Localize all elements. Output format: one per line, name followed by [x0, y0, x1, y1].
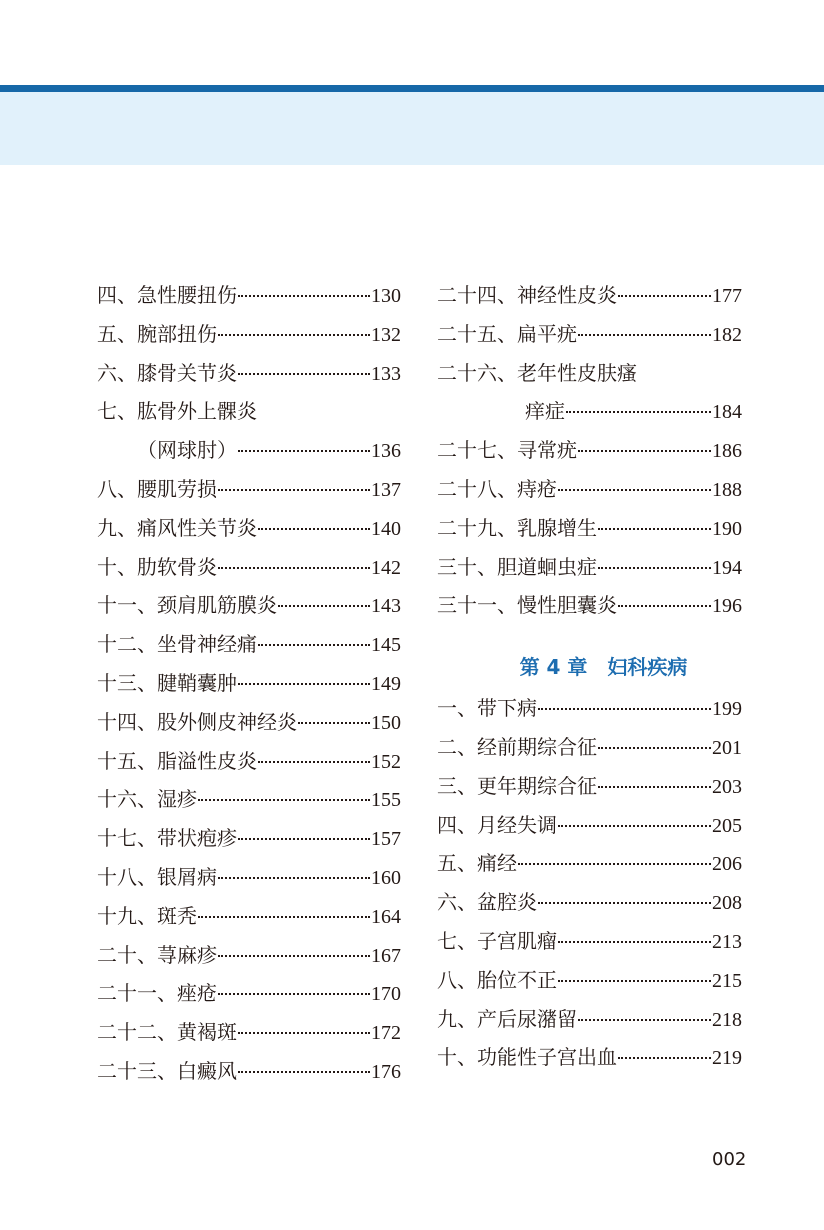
toc-right-column: [437, 276, 742, 1077]
dot-leader: [618, 295, 711, 297]
dot-leader: [218, 993, 370, 995]
toc-entry-page: 184: [712, 401, 742, 424]
toc-entry-page: 132: [371, 323, 401, 346]
toc-entry[interactable]: [97, 742, 401, 781]
toc-entry-title: 六、膝骨关节炎: [97, 360, 237, 385]
toc-entry[interactable]: [437, 922, 742, 961]
dot-leader: [198, 799, 370, 801]
toc-entry-title: 二十二、黄褐斑: [97, 1020, 237, 1045]
toc-right-list-top: [437, 276, 742, 625]
dot-leader: [258, 761, 370, 763]
toc-entry[interactable]: [437, 470, 742, 509]
toc-entry-page: 208: [712, 892, 742, 915]
toc-entry-page: 199: [712, 698, 742, 721]
toc-entry-title: 痒症: [525, 399, 565, 424]
toc-entry[interactable]: [437, 315, 742, 354]
toc-entry[interactable]: [97, 858, 401, 897]
toc-entry-page: 130: [371, 285, 401, 307]
toc-entry[interactable]: [437, 392, 742, 431]
dot-leader: [558, 489, 711, 491]
toc-entry[interactable]: [437, 586, 742, 625]
toc-entry[interactable]: [97, 392, 401, 431]
toc-entry[interactable]: [437, 844, 742, 883]
toc-entry[interactable]: [97, 780, 401, 819]
dot-leader: [238, 295, 370, 297]
dot-leader: [258, 644, 370, 646]
dot-leader: [258, 528, 370, 530]
toc-entry-title: 二十三、白癜风: [97, 1058, 237, 1083]
toc-entry-title: 三、更年期综合征: [437, 773, 597, 798]
dot-leader: [538, 902, 711, 904]
toc-entry-title: 十四、股外侧皮神经炎: [97, 709, 297, 734]
dot-leader: [238, 373, 370, 375]
toc-entry[interactable]: [97, 625, 401, 664]
toc-entry-page: 218: [712, 1008, 742, 1031]
toc-entry[interactable]: [97, 664, 401, 703]
dot-leader: [618, 1057, 711, 1059]
toc-entry[interactable]: [437, 1000, 742, 1039]
toc-entry[interactable]: [437, 1038, 742, 1077]
dot-leader: [578, 450, 711, 452]
toc-right-list-bottom: [437, 689, 742, 1077]
toc-entry[interactable]: [437, 883, 742, 922]
toc-entry[interactable]: [437, 431, 742, 470]
toc-entry[interactable]: [97, 819, 401, 858]
toc-entry-title: 七、肱骨外上髁炎: [97, 399, 257, 424]
toc-entry[interactable]: [97, 586, 401, 625]
toc-entry-page: 205: [712, 814, 742, 837]
dot-leader: [198, 916, 370, 918]
toc-entry[interactable]: [97, 1013, 401, 1052]
toc-entry-title: 六、盆腔炎: [437, 890, 537, 915]
toc-entry-page: 149: [371, 672, 401, 695]
toc-entry-title: 二十六、老年性皮肤瘙: [437, 360, 637, 385]
toc-entry-title: 一、带下病: [437, 696, 537, 721]
dot-leader: [298, 722, 370, 724]
toc-entry-title: 十八、银屑病: [97, 864, 217, 889]
toc-entry[interactable]: [97, 897, 401, 936]
toc-entry-title: 十六、湿疹: [97, 787, 197, 812]
toc-entry-page: 140: [371, 517, 401, 540]
dot-leader: [558, 941, 711, 943]
toc-left-column: [97, 276, 401, 1091]
toc-entry-page: 145: [371, 634, 401, 657]
toc-entry[interactable]: [97, 509, 401, 548]
toc-entry-page: 194: [712, 556, 742, 579]
toc-entry-title: 五、痛经: [437, 851, 517, 876]
toc-entry[interactable]: [97, 936, 401, 975]
dot-leader: [598, 567, 711, 569]
toc-entry[interactable]: [437, 509, 742, 548]
toc-entry[interactable]: [97, 974, 401, 1013]
toc-entry-title: 三十、胆道蛔虫症: [437, 554, 597, 579]
toc-entry[interactable]: [437, 548, 742, 587]
dot-leader: [538, 708, 711, 710]
toc-entry-title: 八、胎位不正: [437, 967, 557, 992]
page-number: 002: [712, 1149, 747, 1170]
toc-entry[interactable]: [97, 703, 401, 742]
toc-entry-title: 九、产后尿潴留: [437, 1006, 577, 1031]
toc-entry-title: 十七、带状疱疹: [97, 826, 237, 851]
dot-leader: [218, 567, 370, 569]
dot-leader: [598, 747, 711, 749]
toc-entry[interactable]: [437, 806, 742, 845]
toc-entry-title: （网球肘）: [137, 438, 237, 463]
toc-entry-page: 142: [371, 556, 401, 579]
toc-entry-page: 143: [371, 595, 401, 618]
toc-entry-page: 201: [712, 736, 742, 759]
toc-entry-page: 170: [371, 983, 401, 1006]
toc-entry-page: 167: [371, 944, 401, 967]
toc-entry[interactable]: [437, 728, 742, 767]
toc-entry[interactable]: [97, 354, 401, 393]
dot-leader: [238, 838, 370, 840]
dot-leader: [238, 1071, 370, 1073]
dot-leader: [238, 683, 370, 685]
toc-entry-page: 136: [371, 440, 401, 463]
toc-entry-page: 190: [712, 517, 742, 540]
toc-entry-title: 二十七、寻常疣: [437, 438, 577, 463]
toc-entry[interactable]: [97, 548, 401, 587]
chapter-heading: 第 4 章 妇科疾病: [519, 655, 688, 680]
toc-entry-page: 206: [712, 853, 742, 876]
toc-entry-title: 二十五、扁平疣: [437, 321, 577, 346]
dot-leader: [578, 334, 711, 336]
header-band: [0, 92, 824, 165]
toc-entry-page: 186: [712, 440, 742, 463]
toc-entry-title: 十九、斑秃: [97, 903, 197, 928]
toc-entry-page: 182: [712, 323, 742, 346]
toc-entry-page: 157: [371, 828, 401, 851]
toc-entry-title: 三十一、慢性胆囊炎: [437, 593, 617, 618]
toc-entry-page: 160: [371, 866, 401, 889]
dot-leader: [598, 528, 711, 530]
toc-entry-page: 196: [712, 595, 742, 618]
toc-entry-page: 133: [371, 362, 401, 385]
toc-entry-title: 二十一、痤疮: [97, 981, 217, 1006]
toc-entry[interactable]: [437, 767, 742, 806]
toc-entry-title: 十二、坐骨神经痛: [97, 632, 257, 657]
toc-entry-title: 五、腕部扭伤: [97, 321, 217, 346]
toc-entry-title: 二十四、神经性皮炎: [437, 283, 617, 307]
toc-left-list: [97, 276, 401, 1091]
toc-entry[interactable]: [437, 276, 742, 315]
toc-entry-title: 二十八、痔疮: [437, 476, 557, 501]
toc-entry[interactable]: [437, 689, 742, 728]
toc-entry-title: 四、月经失调: [437, 812, 557, 837]
dot-leader: [218, 489, 370, 491]
dot-leader: [238, 1032, 370, 1034]
toc-entry-title: 十五、脂溢性皮炎: [97, 748, 257, 773]
toc-entry[interactable]: [97, 431, 401, 470]
toc-entry[interactable]: [437, 354, 742, 393]
dot-leader: [558, 825, 711, 827]
toc-entry-title: 十、肋软骨炎: [97, 554, 217, 579]
toc-entry[interactable]: [97, 470, 401, 509]
toc-entry-title: 八、腰肌劳损: [97, 476, 217, 501]
toc-entry-title: 七、子宫肌瘤: [437, 928, 557, 953]
dot-leader: [218, 334, 370, 336]
toc-entry-title: 十、功能性子宫出血: [437, 1045, 617, 1070]
toc-entry-page: 176: [371, 1060, 401, 1083]
toc-entry-page: 213: [712, 930, 742, 953]
header-rule: [0, 85, 824, 92]
toc-entry-title: 十三、腱鞘囊肿: [97, 670, 237, 695]
toc-entry-title: 九、痛风性关节炎: [97, 515, 257, 540]
dot-leader: [566, 411, 711, 413]
toc-entry-page: 203: [712, 775, 742, 798]
toc-entry[interactable]: [97, 315, 401, 354]
toc-entry[interactable]: [97, 1052, 401, 1091]
toc-entry-page: 150: [371, 711, 401, 734]
dot-leader: [218, 955, 370, 957]
toc-entry-title: 二十九、乳腺增生: [437, 515, 597, 540]
toc-entry[interactable]: [437, 961, 742, 1000]
dot-leader: [278, 605, 370, 607]
toc-entry-title: 十一、颈肩肌筋膜炎: [97, 593, 277, 618]
toc-entry-title: 二、经前期综合征: [437, 734, 597, 759]
toc-entry-page: 172: [371, 1022, 401, 1045]
dot-leader: [218, 877, 370, 879]
toc-entry-page: 215: [712, 969, 742, 992]
toc-entry-page: 188: [712, 478, 742, 501]
toc-entry-title: 二十、荨麻疹: [97, 942, 217, 967]
dot-leader: [618, 605, 711, 607]
toc-entry[interactable]: [97, 276, 401, 315]
dot-leader: [578, 1019, 711, 1021]
toc-entry-page: 177: [712, 285, 742, 307]
toc-entry-page: 155: [371, 789, 401, 812]
toc-entry-page: 164: [371, 905, 401, 928]
dot-leader: [598, 786, 711, 788]
dot-leader: [238, 450, 370, 452]
toc-entry-page: 152: [371, 750, 401, 773]
toc-entry-page: 219: [712, 1047, 742, 1070]
dot-leader: [558, 980, 711, 982]
toc-entry-title: 四、急性腰扭伤: [97, 283, 237, 307]
toc-entry-page: 137: [371, 478, 401, 501]
dot-leader: [518, 863, 711, 865]
